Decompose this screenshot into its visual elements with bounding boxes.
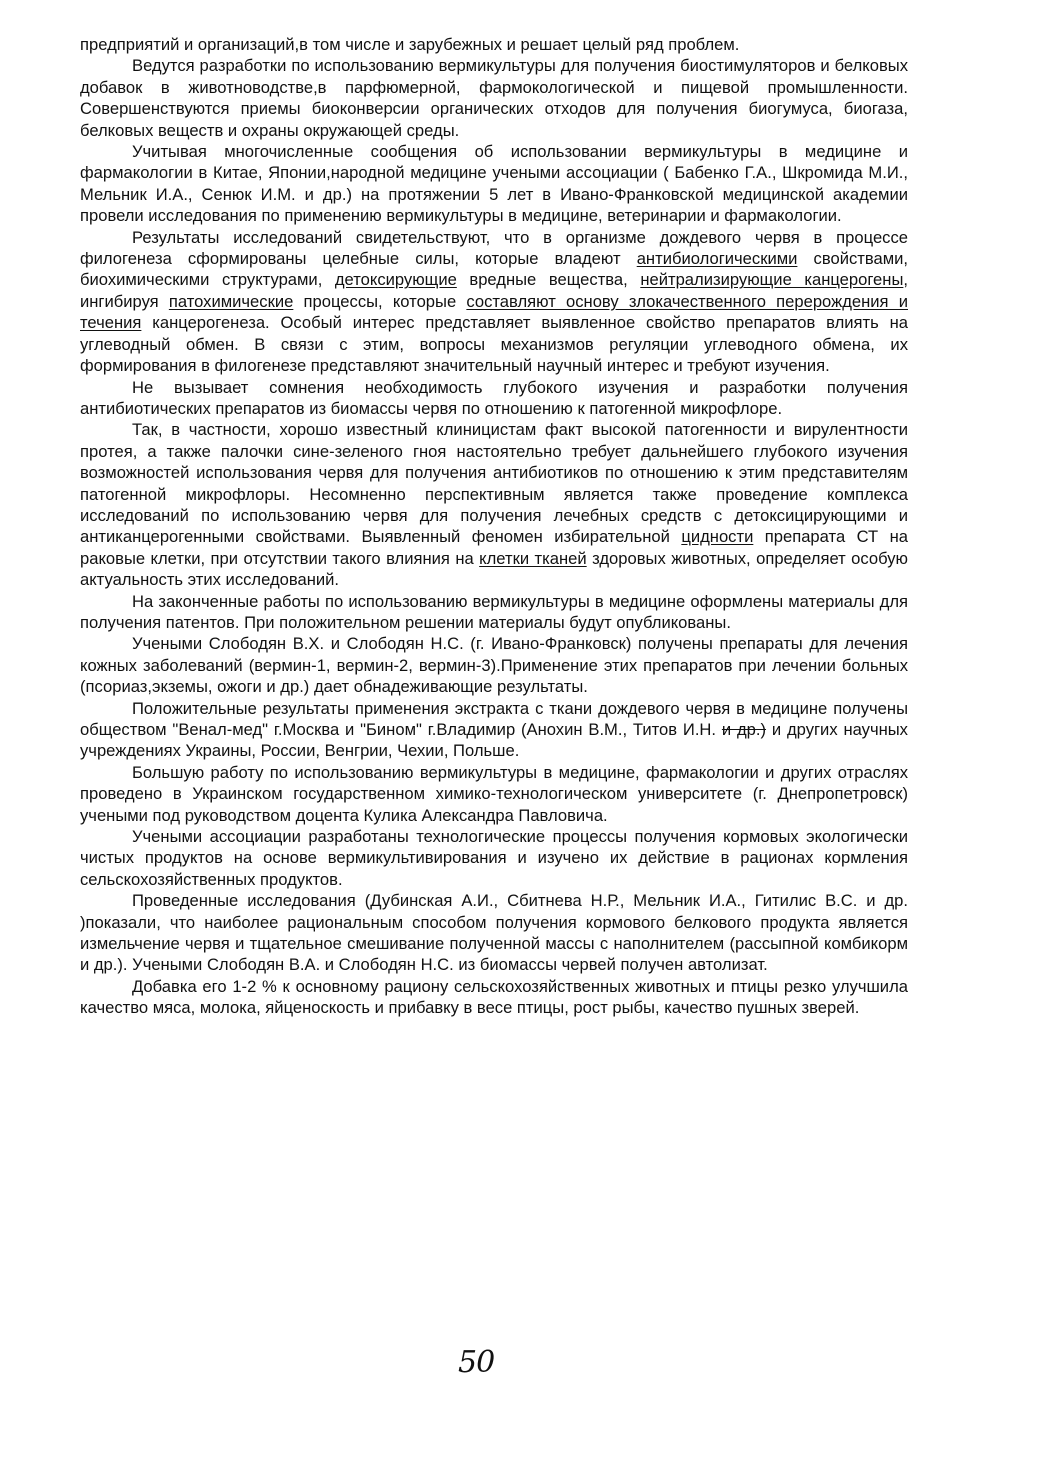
text-run: здоровых животных, определяет особую актуальность этих исследований. (80, 548, 908, 590)
paragraph-patents: На законченные работы по использованию вермикультуры в медицине оформлены материалы для получения патентов. При положительном решении материалы будут опубликованы. (80, 591, 908, 632)
paragraph-continuation: предприятий и организаций,в том числе и зарубежных и решает целый ряд проблем. (80, 35, 740, 54)
text-run: свойствами, биохимическими структурами, (80, 249, 909, 290)
text-run: Результаты исследований свидетельствуют, что в организме дождевого червя в процессе филогенеза сформированы целебные силы, которые владеют (80, 227, 908, 269)
document-page (80, 34, 908, 1019)
struck-text: и др.) (721, 720, 767, 739)
paragraph-dnepropetrovsk: Большую работу по использованию вермикультуры в медицине, фармакологии и других отраслях проведено в Украинском государственном химико-технологическом университете (г. Днепропетровск) учеными под руководством доцента Кулика Александра Павловича. (80, 762, 908, 825)
handwritten-underline-text: детоксирующие (334, 270, 457, 290)
text-run: , ингибируя (80, 270, 908, 311)
paragraph-vermin-preparations: Учеными Слободян В.Х. и Слободян Н.С. (г. Ивано-Франковск) получены препараты для лечения кожных заболеваний (вермин-1, вермин-2, вермин-3).Применение этих препаратов при лечении больных (псориаз,экземы, ожоги и др.) дает обнадеживающие результаты. (80, 634, 908, 697)
text-run: и других научных учреждениях Украины, России, Венгрии, Чехии, Польше. (80, 720, 908, 761)
paragraph-antibiotic-study: Не вызывает сомнения необходимость глубокого изучения и разработки получения антибиотических препаратов из биомассы червя по отношению к патогенной микрофлоре. (80, 377, 908, 418)
handwritten-underline-text: патохимические (168, 291, 294, 311)
text-run: препарата СТ на раковые клетки, при отсутствии такого влияния на (80, 527, 908, 568)
paragraph-additive: Добавка его 1-2 % к основному рациону сельскохозяйственных животных и птицы резко улучшила качество мяса, молока, яйценоскость и прибавку в весе птицы, рост рыбы, качество пушных зверей. (80, 976, 908, 1018)
handwritten-underline-text: антибиологическими (636, 249, 798, 269)
paragraph-developments: Ведутся разработки по использованию вермикультуры для получения биостимуляторов и белковых добавок в животноводстве,в парфюмерной, фармокологической и пищевой промышленности. Совершенствуются приемы биоконверсии органических отходов для получения биогумуса, биогаза, белковых веществ и охраны окружающей среды. (80, 56, 908, 140)
text-run: процессы, которые (293, 291, 467, 311)
text-run: вредные вещества, (456, 270, 641, 290)
handwritten-page-number: 50 (458, 1345, 495, 1380)
text-run: канцерогенеза. Особый интерес представляет выявленное свойство препаратов влиять на углеводный обмен. В связи с этим, вопросы механизмов регуляции углеводного обмена, их формирования в филогенезе представляют значительный научный интерес и требуют изучения. (80, 313, 908, 376)
text-run: Положительные результаты применения экстракта с ткани дождевого червя в медицине получены обществом "Венал-мед" г.Москва и "Бином" г.Владимир (Анохин В.М., Титов И.Н. (80, 698, 908, 739)
handwritten-underline-text: цидности (681, 527, 754, 547)
paragraph-feed-processes: Учеными ассоциации разработаны технологические процессы получения кормовых экологически чистых продуктов на основе вермикультивирования и изучено их действие в рационах кормления сельскохозяйственных продуктов. (80, 827, 908, 889)
paragraph-proteus (80, 419, 908, 590)
paragraph-research-results (80, 227, 908, 377)
text-run: Так, в частности, хорошо известный клиницистам факт высокой патогенности и вирулентности протея, а также палочки сине-зеленого гноя настоятельно требует дальнейшего глубокого изучения возможностей использования червя для получения антибиотиков по отношению к этим представителям патогенной микрофлоры. Несомненно перспективным является также проведение комплекса исследований по использованию червя для получения лечебных средств с детоксицирующими и антиканцерогенными свойствами. Выявленный феномен избирательной (80, 420, 908, 547)
handwritten-underline-text: составляют основу злокачественного перерождения и течения (80, 291, 908, 333)
paragraph-studies: Проведенные исследования (Дубинская А.И., Сбитнева Н.Р., Мельник И.А., Гитилис В.С. и др. )показали, что наиболее рациональным способом получения кормового белкового продукта является измельчение червя и тщательное смешивание полученной массы с наполнителем (рассыпной комбикорм и др.). Учеными Слободян В.А. и Слободян Н.С. из биомассы червей получен автолизат. (80, 891, 908, 975)
paragraph-extract-results (80, 698, 908, 762)
handwritten-underline-text: нейтрализирующие канцерогены (640, 270, 904, 290)
handwritten-underline-text: клетки тканей (479, 548, 587, 568)
paragraph-association-research: Учитывая многочисленные сообщения об использовании вермикультуры в медицине и фармакологии в Китае, Японии,народной медицине учеными ассоциации ( Бабенко Г.А., Шкромида М.И., Мельник И.А., Сенюк И.М. и др.) на протяжении 5 лет в Ивано-Франковской медицинской академии провели исследования по применению вермикультуры в медицине, ветеринарии и фармакологии. (80, 142, 908, 226)
